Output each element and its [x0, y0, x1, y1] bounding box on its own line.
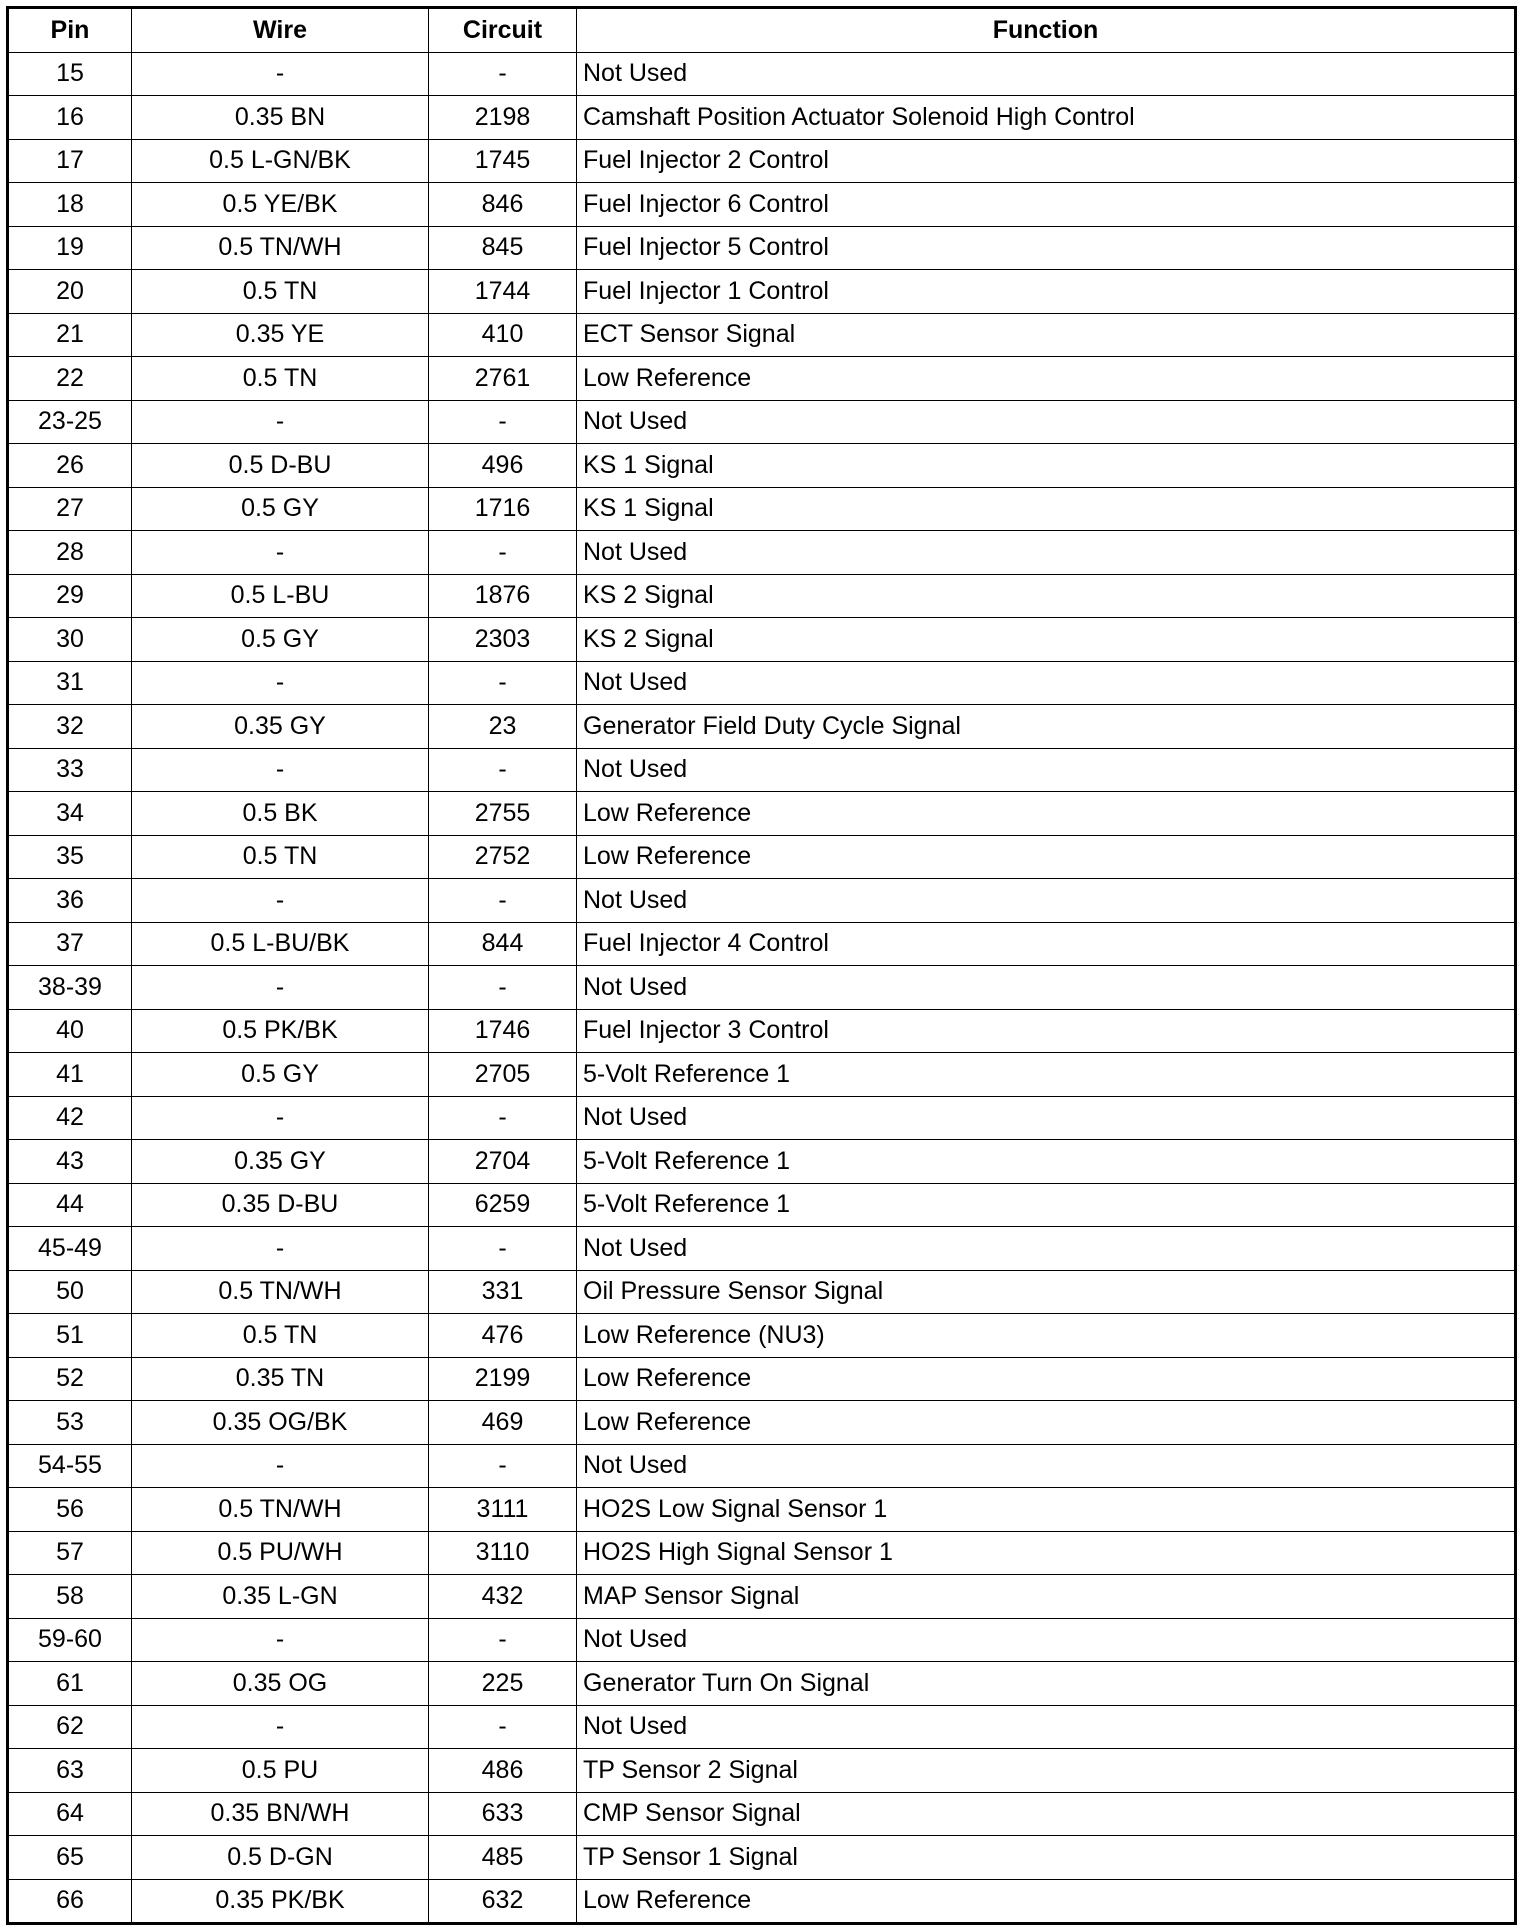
wire-cell: 0.35 OG/BK [132, 1401, 429, 1445]
function-cell: Not Used [577, 400, 1516, 444]
pin-cell: 20 [8, 270, 132, 314]
table-row [8, 531, 1516, 575]
table-row [8, 748, 1516, 792]
function-cell: HO2S Low Signal Sensor 1 [577, 1488, 1516, 1532]
function-cell: KS 2 Signal [577, 574, 1516, 618]
wire-cell: 0.5 TN [132, 835, 429, 879]
wire-cell: - [132, 1618, 429, 1662]
table-row [8, 1270, 1516, 1314]
pin-cell: 27 [8, 487, 132, 531]
function-cell: Low Reference [577, 1879, 1516, 1924]
pin-cell: 58 [8, 1575, 132, 1619]
pin-cell: 63 [8, 1749, 132, 1793]
table-row [8, 96, 1516, 140]
wire-cell: 0.35 GY [132, 1140, 429, 1184]
table-row [8, 183, 1516, 227]
pin-cell: 36 [8, 879, 132, 923]
table-row [8, 139, 1516, 183]
table-row [8, 226, 1516, 270]
pin-cell: 31 [8, 661, 132, 705]
pin-cell: 45-49 [8, 1227, 132, 1271]
wire-cell: - [132, 748, 429, 792]
circuit-cell: 1876 [429, 574, 577, 618]
pin-cell: 37 [8, 922, 132, 966]
header-circuit: Circuit [429, 8, 577, 53]
function-cell: Not Used [577, 1444, 1516, 1488]
function-cell: Fuel Injector 6 Control [577, 183, 1516, 227]
wire-cell: 0.5 D-BU [132, 444, 429, 488]
table-row [8, 1488, 1516, 1532]
table-row [8, 879, 1516, 923]
wire-cell: 0.5 GY [132, 618, 429, 662]
function-cell: Camshaft Position Actuator Solenoid High Control [577, 96, 1516, 140]
circuit-cell: 633 [429, 1792, 577, 1836]
wire-cell: 0.35 BN [132, 96, 429, 140]
circuit-cell: - [429, 966, 577, 1010]
function-cell: Low Reference [577, 835, 1516, 879]
pin-cell: 41 [8, 1053, 132, 1097]
circuit-cell: - [429, 661, 577, 705]
circuit-cell: - [429, 400, 577, 444]
pin-cell: 61 [8, 1662, 132, 1706]
function-cell: KS 1 Signal [577, 444, 1516, 488]
circuit-cell: 469 [429, 1401, 577, 1445]
function-cell: Not Used [577, 1618, 1516, 1662]
table-row [8, 1183, 1516, 1227]
pin-cell: 23-25 [8, 400, 132, 444]
table-row [8, 1357, 1516, 1401]
wire-cell: 0.5 L-BU/BK [132, 922, 429, 966]
wire-cell: 0.5 PK/BK [132, 1009, 429, 1053]
table-row [8, 1444, 1516, 1488]
circuit-cell: 2199 [429, 1357, 577, 1401]
pin-cell: 29 [8, 574, 132, 618]
circuit-cell: 3110 [429, 1531, 577, 1575]
function-cell: ECT Sensor Signal [577, 313, 1516, 357]
wire-cell: - [132, 400, 429, 444]
function-cell: 5-Volt Reference 1 [577, 1140, 1516, 1184]
function-cell: Low Reference [577, 1401, 1516, 1445]
wire-cell: - [132, 531, 429, 575]
wire-cell: 0.35 D-BU [132, 1183, 429, 1227]
header-pin: Pin [8, 8, 132, 53]
function-cell: Fuel Injector 2 Control [577, 139, 1516, 183]
pin-cell: 53 [8, 1401, 132, 1445]
table-row [8, 922, 1516, 966]
table-row [8, 52, 1516, 96]
circuit-cell: 845 [429, 226, 577, 270]
function-cell: Low Reference (NU3) [577, 1314, 1516, 1358]
wire-cell: 0.5 TN [132, 1314, 429, 1358]
function-cell: Fuel Injector 1 Control [577, 270, 1516, 314]
pin-cell: 54-55 [8, 1444, 132, 1488]
wire-cell: 0.5 PU [132, 1749, 429, 1793]
table-row [8, 487, 1516, 531]
function-cell: Low Reference [577, 792, 1516, 836]
circuit-cell: 1716 [429, 487, 577, 531]
table-row [8, 1053, 1516, 1097]
circuit-cell: - [429, 748, 577, 792]
circuit-cell: - [429, 879, 577, 923]
function-cell: Fuel Injector 4 Control [577, 922, 1516, 966]
table-row [8, 1401, 1516, 1445]
wire-cell: 0.35 TN [132, 1357, 429, 1401]
wire-cell: 0.5 L-BU [132, 574, 429, 618]
circuit-cell: 2704 [429, 1140, 577, 1184]
wire-cell: 0.5 BK [132, 792, 429, 836]
circuit-cell: - [429, 1618, 577, 1662]
function-cell: KS 1 Signal [577, 487, 1516, 531]
table-row [8, 1531, 1516, 1575]
function-cell: MAP Sensor Signal [577, 1575, 1516, 1619]
pin-cell: 34 [8, 792, 132, 836]
table-row [8, 835, 1516, 879]
circuit-cell: - [429, 1705, 577, 1749]
circuit-cell: 2198 [429, 96, 577, 140]
circuit-cell: 23 [429, 705, 577, 749]
table-row [8, 357, 1516, 401]
pin-cell: 57 [8, 1531, 132, 1575]
table-row [8, 444, 1516, 488]
function-cell: Not Used [577, 879, 1516, 923]
circuit-cell: 486 [429, 1749, 577, 1793]
pin-cell: 28 [8, 531, 132, 575]
pin-cell: 42 [8, 1096, 132, 1140]
wire-cell: 0.35 GY [132, 705, 429, 749]
circuit-cell: 846 [429, 183, 577, 227]
circuit-cell: 1744 [429, 270, 577, 314]
table-row [8, 1618, 1516, 1662]
pin-cell: 44 [8, 1183, 132, 1227]
table-row [8, 1009, 1516, 1053]
wire-cell: 0.5 TN [132, 270, 429, 314]
table-row [8, 618, 1516, 662]
pin-cell: 59-60 [8, 1618, 132, 1662]
circuit-cell: - [429, 531, 577, 575]
circuit-cell: 496 [429, 444, 577, 488]
table-row [8, 313, 1516, 357]
table-row [8, 270, 1516, 314]
circuit-cell: 476 [429, 1314, 577, 1358]
function-cell: KS 2 Signal [577, 618, 1516, 662]
wire-cell: 0.35 PK/BK [132, 1879, 429, 1924]
wire-cell: - [132, 1096, 429, 1140]
wire-cell: 0.5 TN [132, 357, 429, 401]
circuit-cell: 485 [429, 1836, 577, 1880]
connector-pinout-table [6, 6, 1517, 1925]
function-cell: Oil Pressure Sensor Signal [577, 1270, 1516, 1314]
circuit-cell: 632 [429, 1879, 577, 1924]
wire-cell: - [132, 1444, 429, 1488]
circuit-cell: 1746 [429, 1009, 577, 1053]
wire-cell: 0.35 L-GN [132, 1575, 429, 1619]
table-row [8, 1836, 1516, 1880]
pin-cell: 21 [8, 313, 132, 357]
circuit-cell: 2761 [429, 357, 577, 401]
function-cell: Not Used [577, 1227, 1516, 1271]
function-cell: TP Sensor 1 Signal [577, 1836, 1516, 1880]
pin-cell: 19 [8, 226, 132, 270]
table-row [8, 1705, 1516, 1749]
table-row [8, 1575, 1516, 1619]
pin-cell: 64 [8, 1792, 132, 1836]
wire-cell: 0.5 GY [132, 487, 429, 531]
table-row [8, 1879, 1516, 1924]
pin-cell: 18 [8, 183, 132, 227]
wire-cell: 0.35 BN/WH [132, 1792, 429, 1836]
wire-cell: 0.5 TN/WH [132, 1488, 429, 1532]
table-row [8, 1749, 1516, 1793]
wire-cell: 0.5 PU/WH [132, 1531, 429, 1575]
pin-cell: 22 [8, 357, 132, 401]
header-wire: Wire [132, 8, 429, 53]
circuit-cell: 331 [429, 1270, 577, 1314]
circuit-cell: 2705 [429, 1053, 577, 1097]
pin-cell: 32 [8, 705, 132, 749]
table-row [8, 966, 1516, 1010]
pin-cell: 38-39 [8, 966, 132, 1010]
circuit-cell: 410 [429, 313, 577, 357]
circuit-cell: 1745 [429, 139, 577, 183]
pin-cell: 30 [8, 618, 132, 662]
wire-cell: 0.5 D-GN [132, 1836, 429, 1880]
pin-cell: 51 [8, 1314, 132, 1358]
circuit-cell: 2752 [429, 835, 577, 879]
wire-cell: 0.5 GY [132, 1053, 429, 1097]
function-cell: Fuel Injector 3 Control [577, 1009, 1516, 1053]
pin-cell: 35 [8, 835, 132, 879]
table-row [8, 1096, 1516, 1140]
circuit-cell: 2755 [429, 792, 577, 836]
pin-cell: 62 [8, 1705, 132, 1749]
pin-cell: 16 [8, 96, 132, 140]
wire-cell: 0.5 TN/WH [132, 1270, 429, 1314]
pin-cell: 17 [8, 139, 132, 183]
wire-cell: - [132, 661, 429, 705]
pin-cell: 40 [8, 1009, 132, 1053]
table-row [8, 1227, 1516, 1271]
table-header-row [8, 8, 1516, 53]
wire-cell: - [132, 1227, 429, 1271]
function-cell: Not Used [577, 966, 1516, 1010]
function-cell: Low Reference [577, 357, 1516, 401]
pin-cell: 43 [8, 1140, 132, 1184]
table-row [8, 1314, 1516, 1358]
wire-cell: - [132, 52, 429, 96]
function-cell: Not Used [577, 1096, 1516, 1140]
pin-cell: 56 [8, 1488, 132, 1532]
pin-cell: 65 [8, 1836, 132, 1880]
function-cell: Generator Turn On Signal [577, 1662, 1516, 1706]
pin-cell: 66 [8, 1879, 132, 1924]
wire-cell: 0.5 L-GN/BK [132, 139, 429, 183]
function-cell: HO2S High Signal Sensor 1 [577, 1531, 1516, 1575]
function-cell: Not Used [577, 661, 1516, 705]
table-body [8, 52, 1516, 1924]
table-row [8, 1792, 1516, 1836]
wire-cell: 0.5 TN/WH [132, 226, 429, 270]
function-cell: Fuel Injector 5 Control [577, 226, 1516, 270]
pin-cell: 50 [8, 1270, 132, 1314]
circuit-cell: 225 [429, 1662, 577, 1706]
function-cell: 5-Volt Reference 1 [577, 1053, 1516, 1097]
wire-cell: - [132, 966, 429, 1010]
wire-cell: 0.5 YE/BK [132, 183, 429, 227]
circuit-cell: 6259 [429, 1183, 577, 1227]
function-cell: TP Sensor 2 Signal [577, 1749, 1516, 1793]
circuit-cell: - [429, 52, 577, 96]
circuit-cell: - [429, 1444, 577, 1488]
pin-cell: 52 [8, 1357, 132, 1401]
pin-cell: 26 [8, 444, 132, 488]
pin-cell: 15 [8, 52, 132, 96]
function-cell: Not Used [577, 748, 1516, 792]
function-cell: CMP Sensor Signal [577, 1792, 1516, 1836]
table-row [8, 792, 1516, 836]
table-row [8, 705, 1516, 749]
function-cell: Low Reference [577, 1357, 1516, 1401]
circuit-cell: - [429, 1096, 577, 1140]
wire-cell: 0.35 OG [132, 1662, 429, 1706]
wire-cell: - [132, 1705, 429, 1749]
table-row [8, 661, 1516, 705]
wire-cell: 0.35 YE [132, 313, 429, 357]
circuit-cell: 3111 [429, 1488, 577, 1532]
table-row [8, 574, 1516, 618]
table-row [8, 1140, 1516, 1184]
circuit-cell: 2303 [429, 618, 577, 662]
header-function: Function [577, 8, 1516, 53]
wire-cell: - [132, 879, 429, 923]
function-cell: Generator Field Duty Cycle Signal [577, 705, 1516, 749]
function-cell: Not Used [577, 52, 1516, 96]
table-row [8, 400, 1516, 444]
pin-cell: 33 [8, 748, 132, 792]
function-cell: Not Used [577, 1705, 1516, 1749]
circuit-cell: 432 [429, 1575, 577, 1619]
circuit-cell: - [429, 1227, 577, 1271]
function-cell: Not Used [577, 531, 1516, 575]
function-cell: 5-Volt Reference 1 [577, 1183, 1516, 1227]
table-row [8, 1662, 1516, 1706]
circuit-cell: 844 [429, 922, 577, 966]
